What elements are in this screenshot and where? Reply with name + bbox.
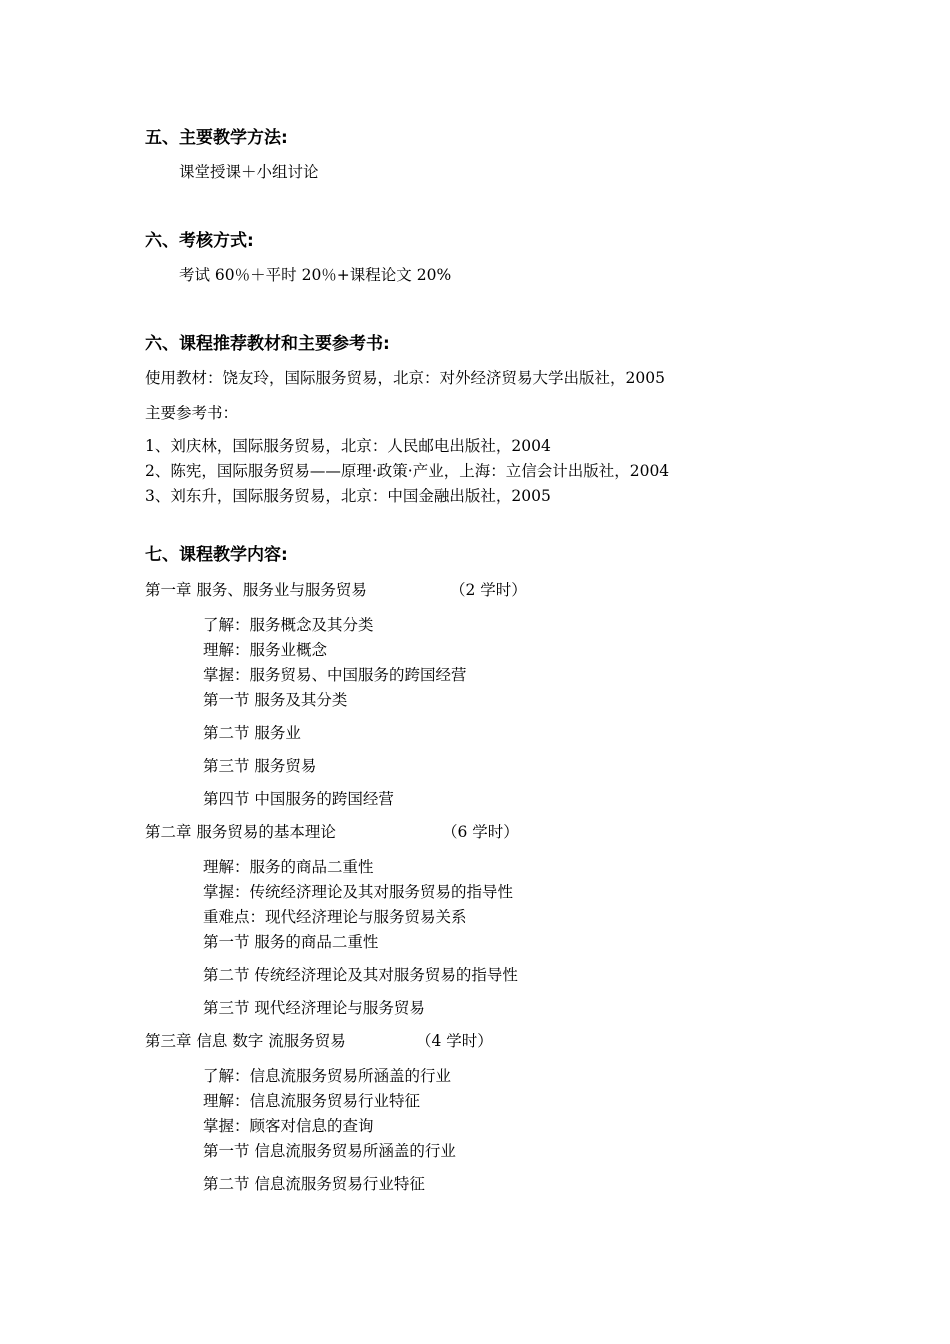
chapter-section: 第一节 服务及其分类 bbox=[203, 691, 348, 709]
chapter-section: 第一节 服务的商品二重性 bbox=[203, 933, 379, 951]
chapter-title-text: 第二章 服务贸易的基本理论 bbox=[145, 823, 336, 841]
section-5-heading: 五、主要教学方法: bbox=[145, 128, 288, 148]
chapter-section: 第三节 现代经济理论与服务贸易 bbox=[203, 999, 425, 1017]
chapter-hours: （6 学时） bbox=[442, 823, 519, 841]
textbook-line: 使用教材：饶友玲，国际服务贸易，北京：对外经济贸易大学出版社，2005 bbox=[145, 369, 665, 387]
section-6b-heading: 六、课程推荐教材和主要参考书: bbox=[145, 334, 390, 354]
chapter-goal: 掌握：服务贸易、中国服务的跨国经营 bbox=[203, 666, 467, 684]
chapter-title bbox=[145, 822, 519, 842]
chapter-goal: 掌握：传统经济理论及其对服务贸易的指导性 bbox=[203, 883, 514, 901]
reference-item: 2、陈宪，国际服务贸易——原理·政策·产业，上海：立信会计出版社，2004 bbox=[145, 462, 670, 480]
section-7-heading: 七、课程教学内容: bbox=[145, 545, 288, 565]
chapter-section: 第二节 信息流服务贸易行业特征 bbox=[203, 1175, 425, 1193]
chapter-section: 第二节 传统经济理论及其对服务贸易的指导性 bbox=[203, 966, 518, 984]
chapter-section: 第二节 服务业 bbox=[203, 724, 301, 742]
chapter-section: 第三节 服务贸易 bbox=[203, 757, 317, 775]
chapter-goal: 掌握：顾客对信息的查询 bbox=[203, 1117, 374, 1135]
chapter-goal: 理解：服务的商品二重性 bbox=[203, 858, 374, 876]
section-6-body: 考试 60％＋平时 20％+课程论文 20% bbox=[179, 266, 452, 284]
chapter-hours: （4 学时） bbox=[416, 1032, 493, 1050]
section-5-body: 课堂授课＋小组讨论 bbox=[179, 163, 319, 181]
chapter-goal: 理解：服务业概念 bbox=[203, 641, 328, 659]
reference-item: 3、刘东升，国际服务贸易，北京：中国金融出版社，2005 bbox=[145, 487, 551, 505]
section-6-heading: 六、考核方式: bbox=[145, 231, 254, 251]
chapter-goal: 了解：信息流服务贸易所涵盖的行业 bbox=[203, 1067, 452, 1085]
chapter-goal: 了解：服务概念及其分类 bbox=[203, 616, 374, 634]
chapter-title-text: 第三章 信息 数字 流服务贸易 bbox=[145, 1032, 346, 1050]
chapter-section: 第一节 信息流服务贸易所涵盖的行业 bbox=[203, 1142, 456, 1160]
chapter-hours: （2 学时） bbox=[450, 581, 527, 599]
chapter-goal: 重难点：现代经济理论与服务贸易关系 bbox=[203, 908, 467, 926]
references-label: 主要参考书： bbox=[145, 404, 239, 422]
reference-item: 1、刘庆林，国际服务贸易，北京：人民邮电出版社，2004 bbox=[145, 437, 551, 455]
chapter-section: 第四节 中国服务的跨国经营 bbox=[203, 790, 394, 808]
chapter-title bbox=[145, 1031, 493, 1051]
chapter-title-text: 第一章 服务、服务业与服务贸易 bbox=[145, 581, 367, 599]
chapter-title bbox=[145, 580, 527, 600]
chapter-goal: 理解：信息流服务贸易行业特征 bbox=[203, 1092, 421, 1110]
